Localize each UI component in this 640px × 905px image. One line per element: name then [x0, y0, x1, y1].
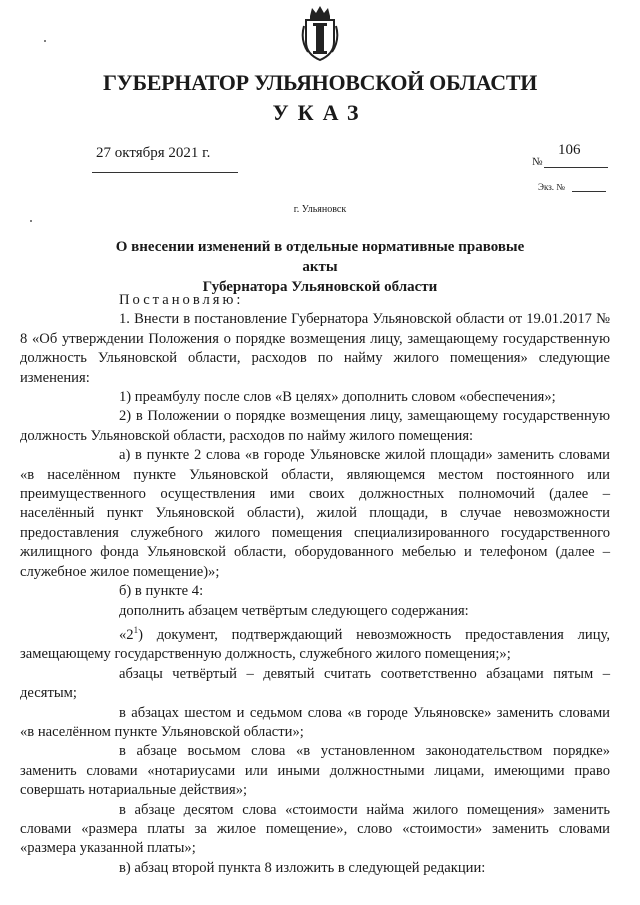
paragraph-7-rest: ) документ, подтверждающий невозможность предоставления лицу, замещающему государственную должность, служебного жилого помещения;»;: [20, 626, 610, 663]
document-subject: [110, 237, 530, 297]
paragraph-7-open: «2: [119, 626, 134, 643]
paragraph-10: в абзаце восьмом слова «в установленном законодательством порядке» заменить словами «нотариусами или иными должностными лицами, имеющими право совершать нотариальные действия»;: [20, 743, 610, 799]
document-number-block: [532, 142, 608, 170]
paragraph-9: в абзацах шестом и седьмом слова «в городе Ульяновске» заменить словами «в населённом пункте Ульяновской области»;: [20, 704, 610, 740]
paragraph-3: 2) в Положении о порядке возмещения лицу, замещающему государственную должность Ульяновской области, расходов по найму жилого помещения:: [20, 408, 610, 444]
ulyanovsk-coat-of-arms-icon: [300, 4, 340, 62]
paragraph-7: [20, 621, 610, 665]
subject-line-1: О внесении изменений в отдельные нормативные правовые акты: [115, 239, 525, 275]
paragraph-7-superscript: 1: [133, 624, 139, 635]
paragraph-12: в) абзац второй пункта 8 изложить в следующей редакции:: [119, 859, 486, 876]
resolve-phrase: Постановляю:: [119, 292, 244, 308]
subject-line-2: Губернатора Ульяновской области: [202, 279, 438, 295]
document-number: 106: [558, 142, 581, 158]
paragraph-2: 1) преамбулу после слов «В целях» дополнить словом «обеспечения»;: [119, 389, 556, 406]
paragraph-11: в абзаце десятом слова «стоимости найма жилого помещения» заменить словами «размера платы за жилое помещение», слово «стоимости» заменить словами «размера указанной платы»;: [20, 801, 610, 857]
number-sign: №: [532, 156, 543, 168]
copy-number-label: Экз. №: [538, 182, 565, 192]
issuer-title: ГУБЕРНАТОР УЛЬЯНОВСКОЙ ОБЛАСТИ: [102, 70, 538, 95]
number-underline: [544, 167, 608, 168]
document-body: [20, 291, 610, 878]
paragraph-8: абзацы четвёртый – девятый считать соответственно абзацами пятым – десятым;: [20, 665, 610, 702]
document-type: УКАЗ: [272, 100, 368, 125]
paragraph-5: б) в пункте 4:: [119, 583, 204, 600]
paragraph-4: а) в пункте 2 слова «в городе Ульяновске жилой площади» заменить словами «в населённом пункте Ульяновской области, являющемся местом постоянного или преимущественного осуществления ими своих должностных полномочий (далее – населённый пункт Ульяновской области), жилой площади, в случае невозможности предоставления служебного жилого помещения специализированного государственного жилищного фонда Ульяновской области, оборудованного мебелью и телефоном (далее – служебное жилое помещение)»;: [20, 447, 610, 580]
scan-mark: [44, 40, 46, 42]
scan-mark: [30, 220, 32, 222]
issue-city: г. Ульяновск: [293, 204, 347, 215]
paragraph-6: дополнить абзацем четвёртым следующего содержания:: [119, 602, 469, 619]
date-underline: [92, 172, 238, 173]
paragraph-1: 1. Внести в постановление Губернатора Ульяновской области от 19.01.2017 № 8 «Об утверждении Положения о порядке возмещения лицу, замещающему государственную должность Ульяновской области, расходов по найму жилого помещения» следующие изменения:: [20, 311, 610, 386]
copy-number-underline: [572, 191, 606, 192]
document-date: 27 октября 2021 г.: [96, 145, 211, 161]
